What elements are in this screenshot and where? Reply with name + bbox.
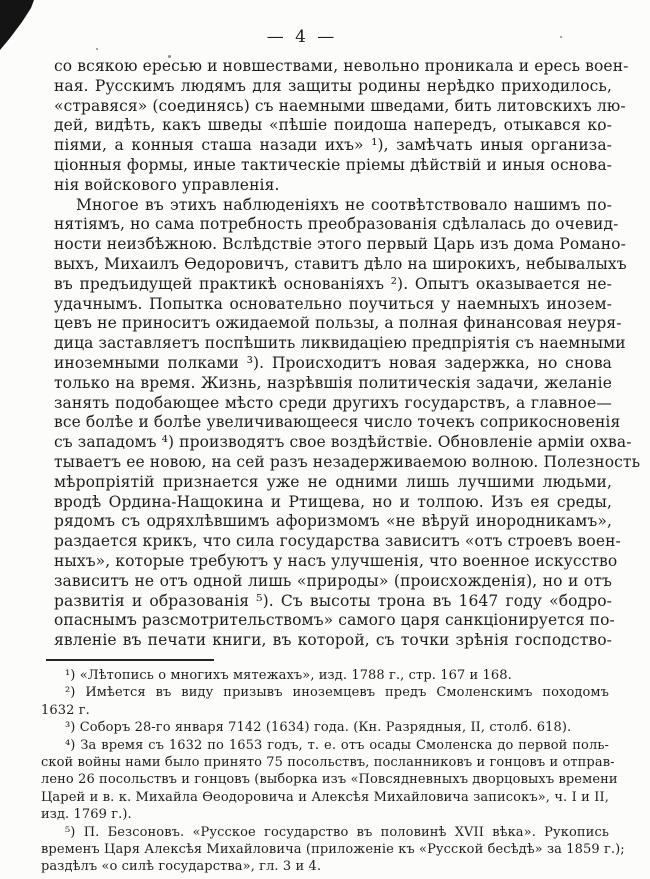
footnote-line: ⁵) П. Безсоновъ. «Русское государство въ половинѣ XVII вѣка». Рукопись bbox=[65, 824, 609, 840]
body-line: только на время. Жизнь, назрѣвшія политическія задачи, желаніе bbox=[54, 373, 612, 392]
body-line: со всякою ересью и новшествами, невольно проникала и ересь воен- bbox=[54, 57, 629, 75]
body-text bbox=[54, 57, 641, 651]
scan-speck bbox=[96, 48, 98, 50]
footnote-line: ⁴) За время съ 1632 по 1653 годъ, т. е. отъ осады Смоленска до первой поль- bbox=[65, 737, 609, 753]
body-line: рядомъ съ одряхлѣвшимъ афоризмомъ «не вѣруй инородникамъ», bbox=[54, 512, 612, 531]
body-line: удачнымъ. Попытка основательно поучиться у наемныхъ инозем- bbox=[54, 294, 612, 313]
body-line: мѣропріятій признается уже не одними лишь лучшими людьми, bbox=[54, 472, 612, 491]
body-line: ныхъ», которые требуютъ у насъ улучшенія, что военное искусство bbox=[54, 551, 618, 570]
body-line: зависитъ не отъ одной лишь «природы» (происхожденія), но и отъ bbox=[54, 571, 612, 590]
body-line: Многое въ этихъ наблюденіяхъ не соотвѣтствовало нашимъ по- bbox=[76, 195, 612, 214]
footnote-line: ской войны нами было принято 75 посольствъ, посланниковъ и гонцовъ и отправ- bbox=[41, 754, 615, 770]
body-line: занять подобающее мѣсто среди другихъ государствъ, а главное— bbox=[54, 393, 612, 412]
body-line: выхъ, Михаилъ Ѳедоровичъ, ставитъ дѣло на широкихъ, небывалыхъ bbox=[54, 254, 627, 273]
body-line: дей, видѣть, какъ шведы «пѣшіе поидоша напередъ, отыкався ко- bbox=[54, 116, 612, 135]
footnote-line: изд. 1769 г.). bbox=[41, 807, 132, 823]
body-line: нятіямъ, но сама потребность преобразованія сдѣлалась до очевид- bbox=[54, 215, 619, 234]
footnote-line: лено 26 посольствъ и гонцовъ (выборка изъ «Повсядневныхъ дворцовыхъ времени bbox=[41, 772, 618, 788]
footnote-line: раздѣлъ «о силѣ государства», гл. 3 и 4. bbox=[41, 859, 322, 875]
body-line: ности неизбѣжною. Вслѣдствіе этого первый Царь изъ дома Романо- bbox=[54, 235, 626, 254]
footnotes bbox=[41, 667, 625, 876]
footnote-line: ²) Имѣется въ виду призывъ иноземцевъ предъ Смоленскимъ походомъ bbox=[65, 685, 609, 701]
body-line: развитія и образованія ⁵). Съ высоты трона въ 1647 году «бодро- bbox=[54, 591, 612, 610]
footnote-line: временъ Царя Алексѣя Михайловича (приложеніе къ «Русской бесѣдѣ» за 1859 г.); bbox=[41, 841, 625, 857]
body-line: дица заставляетъ поспѣшить ликвидаціею предпріятія съ наемными bbox=[54, 334, 626, 353]
footnote-line: ¹) «Лѣтопись о многихъ мятежахъ», изд. 1788 г., стр. 167 и 168. bbox=[65, 668, 512, 683]
body-line: ціонныя формы, иные тактическіе пріемы дѣйствій и иныя основа- bbox=[54, 155, 612, 174]
page-number: — 4 — bbox=[266, 27, 338, 47]
body-line: опаснымъ разсмотрительствомъ» самого царя санкціонируется по- bbox=[54, 611, 615, 630]
body-line: піями, а конныя сташа назади ихъ» ¹), замѣчать иныя организа- bbox=[54, 136, 612, 155]
footnote-line: ³) Соборъ 28-го января 7142 (1634) года. (Кн. Разрядныя, II, столб. 618). bbox=[65, 720, 572, 736]
body-line: съ западомъ ⁴) производятъ свое воздѣйствіе. Обновленіе арміи охва- bbox=[54, 433, 632, 452]
footnote-line: Царей и в. к. Михайла Ѳеодоровича и Алексѣя Михайловича записокъ», ч. I и II, bbox=[41, 789, 609, 805]
body-line: явленіе въ печати книги, въ которой, съ точки зрѣнія господство- bbox=[54, 631, 612, 650]
footnote-separator bbox=[46, 659, 214, 661]
body-line: вродѣ Ордина-Нащокина и Ртищева, но и толпою. Изъ ея среды, bbox=[54, 492, 612, 511]
body-line: «стравяся» (соединясь) съ наемными шведами, бить литовскихъ лю- bbox=[54, 96, 626, 115]
body-line: въ предъидущей практикѣ основаніяхъ ²). Опытъ оказывается не- bbox=[54, 274, 612, 293]
body-line: раздается крикъ, что сила государства зависитъ «отъ строевъ воен- bbox=[54, 532, 621, 551]
body-line: все болѣе и болѣе увеличивающееся число точекъ соприкосновенія bbox=[54, 413, 621, 432]
footnote-line: 1632 г. bbox=[41, 702, 90, 718]
body-line: цевъ не приноситъ ожидаемой пользы, а полная финансовая неуря- bbox=[54, 314, 622, 333]
body-line: нія войскового управленія. bbox=[54, 175, 280, 194]
body-line: ная. Русскимъ людямъ для защиты родины нерѣдко приходилось, bbox=[54, 76, 612, 95]
body-line: тываетъ ее новою, на сей разъ незадерживаемою волною. Полезность bbox=[54, 452, 641, 471]
body-line: иноземными полками ³). Происходитъ новая задержка, но снова bbox=[54, 353, 612, 372]
